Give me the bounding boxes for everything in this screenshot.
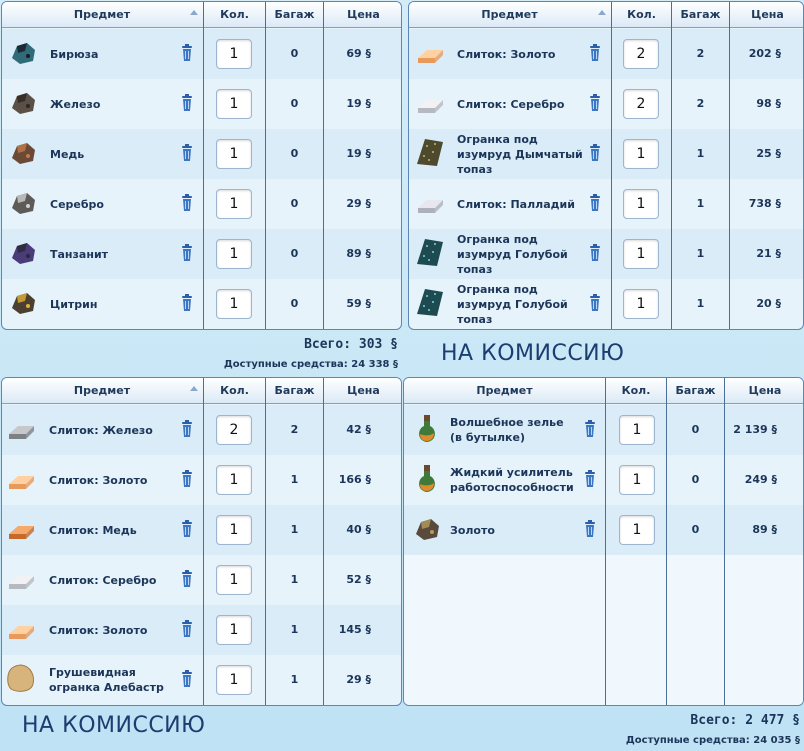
inventory-panel-bottom-right xyxy=(403,377,804,706)
sort-arrow-icon[interactable] xyxy=(598,10,606,15)
quantity-field[interactable]: 1 xyxy=(619,515,655,545)
column-header-item[interactable]: Предмет xyxy=(481,8,538,21)
quantity-field[interactable]: 2 xyxy=(623,89,659,119)
item-price: 21 § xyxy=(756,247,781,260)
trash-icon[interactable] xyxy=(181,570,193,588)
bag-count: 0 xyxy=(290,47,299,60)
table-row[interactable] xyxy=(409,179,803,229)
quantity-field[interactable]: 1 xyxy=(216,139,252,169)
gold-ingot-icon xyxy=(415,38,445,68)
trash-icon[interactable] xyxy=(589,144,601,162)
table-row[interactable] xyxy=(409,129,803,179)
trash-icon[interactable] xyxy=(589,44,601,62)
column-header-price[interactable]: Цена xyxy=(748,384,782,397)
silver-ore-icon xyxy=(8,188,38,218)
gold-ingot-icon xyxy=(6,614,36,644)
quantity-field[interactable]: 1 xyxy=(623,289,659,319)
bag-count: 1 xyxy=(696,247,705,260)
bag-count: 1 xyxy=(290,573,299,586)
item-name: Жидкий усилитель работоспособности xyxy=(450,466,574,494)
silver-ingot-icon xyxy=(415,88,445,118)
bag-count: 1 xyxy=(696,197,705,210)
iron-ore-icon xyxy=(8,88,38,118)
quantity-field[interactable]: 1 xyxy=(216,465,252,495)
total-amount: Всего: 303 § xyxy=(304,337,398,352)
bag-count: 0 xyxy=(290,297,299,310)
bag-count: 1 xyxy=(290,473,299,486)
item-name: Слиток: Медь xyxy=(49,523,137,537)
bag-count: 0 xyxy=(290,147,299,160)
item-name: Слиток: Железо xyxy=(49,423,153,437)
trash-icon[interactable] xyxy=(181,420,193,438)
item-name: Слиток: Золото xyxy=(457,47,556,61)
turquoise-gem-icon xyxy=(8,38,38,68)
quantity-field[interactable]: 1 xyxy=(216,515,252,545)
quantity-field[interactable]: 1 xyxy=(216,39,252,69)
table-header xyxy=(409,2,803,28)
item-name: Танзанит xyxy=(50,247,109,261)
column-header-price[interactable]: Цена xyxy=(347,8,380,21)
trash-icon[interactable] xyxy=(181,470,193,488)
item-name: Слиток: Золото xyxy=(49,473,148,487)
item-price: 29 § xyxy=(346,197,371,210)
table-row[interactable] xyxy=(2,179,401,229)
bag-count: 2 xyxy=(696,47,705,60)
bag-count: 0 xyxy=(290,97,299,110)
item-name: Слиток: Серебро xyxy=(457,97,565,111)
item-price: 166 § xyxy=(338,473,371,486)
empty-row xyxy=(404,555,803,605)
trash-icon[interactable] xyxy=(181,94,193,112)
alabaster-pear-cut-icon xyxy=(6,664,36,694)
quantity-field[interactable]: 1 xyxy=(623,139,659,169)
trash-icon[interactable] xyxy=(181,294,193,312)
commit-button-top[interactable]: НА КОМИССИЮ xyxy=(441,341,625,366)
item-price: 42 § xyxy=(346,423,371,436)
available-funds: Доступные средства: 24 035 § xyxy=(625,735,800,746)
item-name: Огранка под изумруд Голубой топаз xyxy=(457,232,568,276)
table-row[interactable] xyxy=(2,555,401,605)
trash-icon[interactable] xyxy=(589,244,601,262)
table-header xyxy=(404,378,803,404)
bag-count: 2 xyxy=(290,423,299,436)
item-name: Грушевидная огранка Алебастр xyxy=(49,666,164,694)
table-header xyxy=(2,378,401,404)
table-row[interactable] xyxy=(409,229,803,279)
available-funds: Доступные средства: 24 338 § xyxy=(223,359,398,370)
copper-ore-icon xyxy=(8,138,38,168)
item-name: Огранка под изумруд Голубой топаз xyxy=(457,282,568,326)
bag-count: 0 xyxy=(290,197,299,210)
column-header-item[interactable]: Предмет xyxy=(476,384,533,397)
item-name: Слиток: Палладий xyxy=(457,197,575,211)
table-row[interactable] xyxy=(2,455,401,505)
bag-count: 1 xyxy=(290,673,299,686)
bag-count: 2 xyxy=(696,97,705,110)
blue-topaz-cut-icon xyxy=(415,288,445,318)
blue-topaz-cut-icon xyxy=(415,238,445,268)
item-name: Серебро xyxy=(50,197,104,211)
gold-ingot-icon xyxy=(6,464,36,494)
quantity-field[interactable]: 1 xyxy=(216,289,252,319)
trash-icon[interactable] xyxy=(181,194,193,212)
table-header xyxy=(2,2,401,28)
tanzanite-gem-icon xyxy=(8,238,38,268)
item-price: 20 § xyxy=(756,297,781,310)
item-name: Огранка под изумруд Дымчатый топаз xyxy=(457,132,583,176)
item-price: 2 139 § xyxy=(733,423,777,436)
inventory-panel-bottom-left xyxy=(1,377,402,706)
bag-count: 0 xyxy=(691,423,700,436)
trash-icon[interactable] xyxy=(584,520,596,538)
iron-ingot-icon xyxy=(6,414,36,444)
table-row[interactable] xyxy=(2,405,401,455)
bag-count: 0 xyxy=(290,247,299,260)
column-header-price[interactable]: Цена xyxy=(751,8,784,21)
column-header-bag[interactable]: Багаж xyxy=(680,8,721,21)
gold-ore-icon xyxy=(412,514,442,544)
column-header-qty[interactable]: Кол. xyxy=(627,8,656,21)
column-header-bag[interactable]: Багаж xyxy=(675,384,716,397)
bag-count: 0 xyxy=(691,523,700,536)
table-row[interactable] xyxy=(2,505,401,555)
column-header-bag[interactable]: Багаж xyxy=(274,384,315,397)
sort-arrow-icon[interactable] xyxy=(190,386,198,391)
table-row[interactable] xyxy=(2,655,401,705)
trash-icon[interactable] xyxy=(584,470,596,488)
trash-icon[interactable] xyxy=(181,520,193,538)
trash-icon[interactable] xyxy=(589,194,601,212)
table-row[interactable] xyxy=(2,129,401,179)
quantity-field[interactable]: 1 xyxy=(216,89,252,119)
quantity-field[interactable]: 1 xyxy=(619,415,655,445)
trash-icon[interactable] xyxy=(589,294,601,312)
potion-bottle-icon xyxy=(412,464,442,494)
item-price: 738 § xyxy=(748,197,781,210)
empty-row xyxy=(404,655,803,705)
table-row[interactable] xyxy=(409,79,803,129)
commit-button-bottom[interactable]: НА КОМИССИЮ xyxy=(22,713,206,738)
palladium-ingot-icon xyxy=(415,188,445,218)
item-price: 69 § xyxy=(346,47,371,60)
item-name: Слиток: Серебро xyxy=(49,573,157,587)
table-row[interactable] xyxy=(2,605,401,655)
item-price: 52 § xyxy=(346,573,371,586)
empty-row xyxy=(404,605,803,655)
item-name: Цитрин xyxy=(50,297,98,311)
trash-icon[interactable] xyxy=(589,94,601,112)
item-price: 25 § xyxy=(756,147,781,160)
quantity-field[interactable]: 1 xyxy=(216,239,252,269)
sort-arrow-icon[interactable] xyxy=(190,10,198,15)
item-price: 40 § xyxy=(346,523,371,536)
table-row[interactable] xyxy=(2,79,401,129)
trash-icon[interactable] xyxy=(584,420,596,438)
item-price: 249 § xyxy=(744,473,777,486)
quantity-field[interactable]: 1 xyxy=(619,465,655,495)
bag-count: 0 xyxy=(691,473,700,486)
silver-ingot-icon xyxy=(6,564,36,594)
item-price: 19 § xyxy=(346,147,371,160)
copper-ingot-icon xyxy=(6,514,36,544)
citrine-gem-icon xyxy=(8,288,38,318)
quantity-field[interactable]: 2 xyxy=(623,39,659,69)
table-row[interactable] xyxy=(409,279,803,329)
table-row[interactable] xyxy=(404,455,803,505)
smoky-topaz-cut-icon xyxy=(415,138,445,168)
item-name: Волшебное зелье (в бутылке) xyxy=(450,416,564,444)
inventory-panel-top-left xyxy=(1,1,402,330)
trash-icon[interactable] xyxy=(181,620,193,638)
quantity-field[interactable]: 2 xyxy=(216,415,252,445)
table-row[interactable] xyxy=(404,405,803,455)
trash-icon[interactable] xyxy=(181,44,193,62)
item-name: Железо xyxy=(50,97,101,111)
item-price: 89 § xyxy=(346,247,371,260)
trash-icon[interactable] xyxy=(181,244,193,262)
item-name: Золото xyxy=(450,523,495,537)
quantity-field[interactable]: 1 xyxy=(623,239,659,269)
total-amount: Всего: 2 477 § xyxy=(690,713,800,728)
inventory-panel-top-right xyxy=(408,1,804,330)
item-price: 29 § xyxy=(346,673,371,686)
bag-count: 1 xyxy=(696,147,705,160)
item-name: Медь xyxy=(50,147,85,161)
item-name: Бирюза xyxy=(50,47,99,61)
quantity-field[interactable]: 1 xyxy=(216,565,252,595)
item-price: 98 § xyxy=(756,97,781,110)
table-row[interactable] xyxy=(2,229,401,279)
trash-icon[interactable] xyxy=(181,670,193,688)
item-name: Слиток: Золото xyxy=(49,623,148,637)
item-price: 89 § xyxy=(752,523,777,536)
quantity-field[interactable]: 1 xyxy=(216,615,252,645)
table-row[interactable] xyxy=(2,279,401,329)
table-row[interactable] xyxy=(2,29,401,79)
item-price: 59 § xyxy=(346,297,371,310)
bag-count: 1 xyxy=(696,297,705,310)
quantity-field[interactable]: 1 xyxy=(623,189,659,219)
column-header-item[interactable]: Предмет xyxy=(73,384,131,397)
column-header-qty[interactable]: Кол. xyxy=(220,8,249,21)
column-header-item[interactable]: Предмет xyxy=(73,8,131,21)
column-header-price[interactable]: Цена xyxy=(347,384,380,397)
quantity-field[interactable]: 1 xyxy=(216,189,252,219)
item-price: 145 § xyxy=(338,623,371,636)
trash-icon[interactable] xyxy=(181,144,193,162)
quantity-field[interactable]: 1 xyxy=(216,665,252,695)
item-price: 19 § xyxy=(346,97,371,110)
item-price: 202 § xyxy=(748,47,781,60)
table-row[interactable] xyxy=(404,505,803,555)
bag-count: 1 xyxy=(290,523,299,536)
column-header-bag[interactable]: Багаж xyxy=(274,8,315,21)
column-header-qty[interactable]: Кол. xyxy=(621,384,651,397)
potion-bottle-icon xyxy=(412,414,442,444)
bag-count: 1 xyxy=(290,623,299,636)
table-row[interactable] xyxy=(409,29,803,79)
column-header-qty[interactable]: Кол. xyxy=(220,384,249,397)
